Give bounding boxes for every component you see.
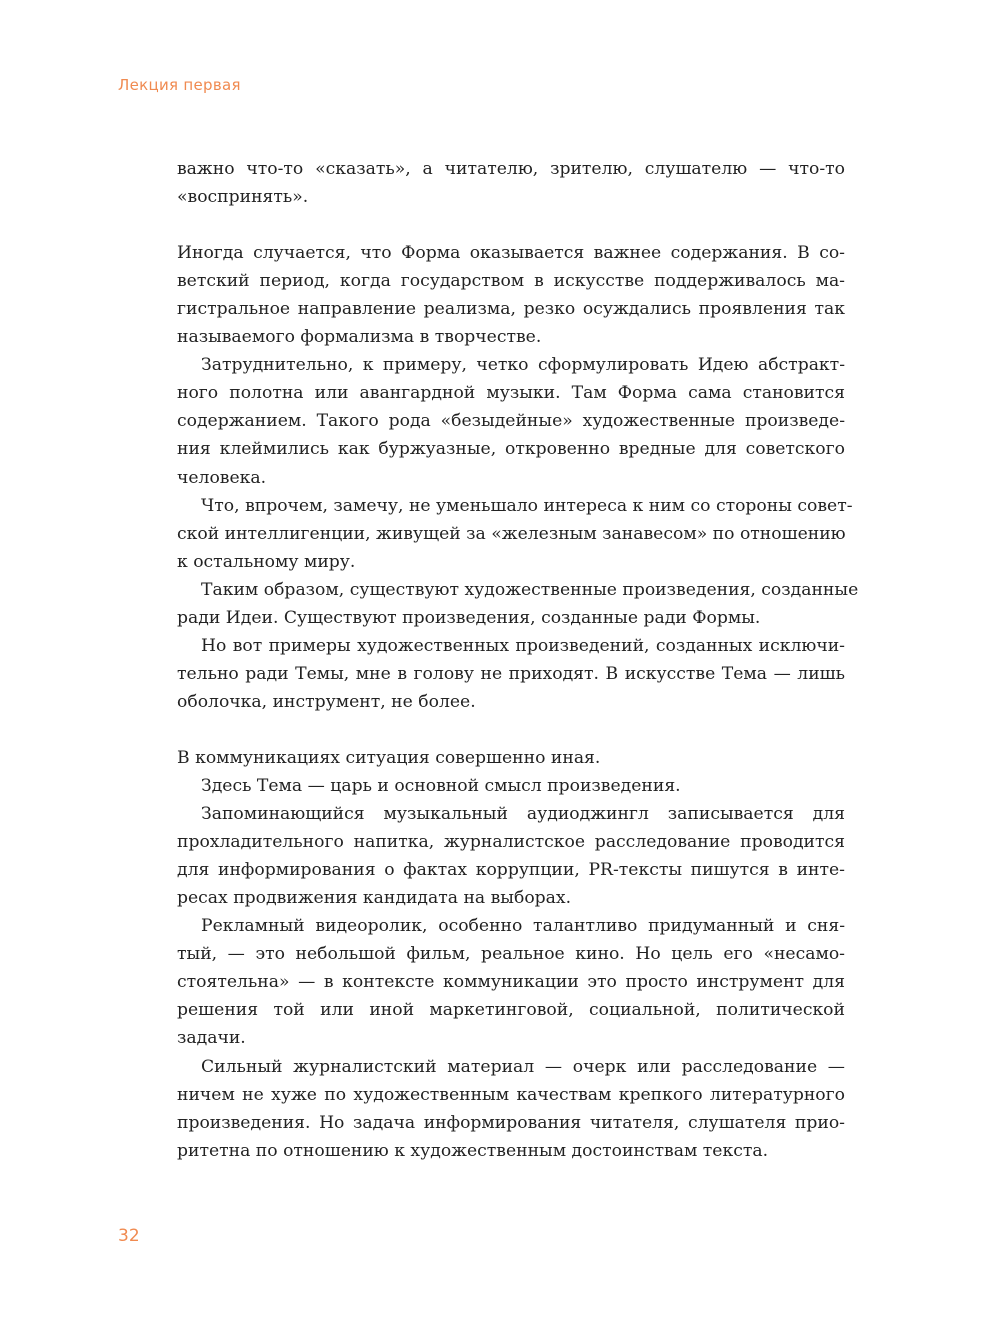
text-line: содержанием. Такого рода «безыдейные» художественные произведе- [177, 411, 845, 432]
text-line: ветский период, когда государством в искусстве поддерживалось ма- [177, 271, 845, 292]
paragraph [177, 912, 845, 1052]
text-line: тельно ради Темы, мне в голову не приходят. В искусстве Тема — лишь [177, 663, 845, 684]
text-line: Затруднительно, к примеру, четко сформулировать Идею абстракт- [201, 355, 845, 376]
text-line: Но вот примеры художественных произведений, созданных исключи- [201, 635, 845, 656]
paragraph [177, 576, 859, 632]
text-line: В коммуникациях ситуация совершенно иная. [177, 747, 601, 768]
text-line: ской интеллигенции, живущей за «железным занавесом» по отношению [177, 523, 846, 544]
text-line: прохладительного напитка, журналистское расследование проводится [177, 832, 845, 853]
paragraph [177, 492, 853, 576]
paragraph [177, 155, 845, 211]
text-line: тый, — это небольшой фильм, реальное кино. Но цель его «несамо- [177, 944, 845, 965]
text-line: важно что-то «сказать», а читателю, зрителю, слушателю — что-то [177, 159, 845, 179]
text-line: Таким образом, существуют художественные произведения, созданные [201, 579, 859, 600]
text-line: Здесь Тема — царь и основной смысл произведения. [201, 776, 681, 797]
text-line: человека. [177, 467, 267, 488]
text-line: оболочка, инструмент, не более. [177, 691, 476, 712]
text-line: Рекламный видеоролик, особенно талантливо придуманный и сня- [201, 916, 845, 937]
paragraph [177, 351, 845, 491]
text-line: к остальному миру. [177, 551, 356, 572]
running-header: Лекция первая [118, 76, 241, 94]
text-line: Сильный журналистский материал — очерк или расследование — [201, 1056, 845, 1077]
text-line: Запоминающийся музыкальный аудиоджингл записывается для [201, 804, 845, 825]
paragraph [177, 800, 845, 912]
paragraph [177, 744, 845, 772]
text-line: ничем не хуже по художественным качествам крепкого литературного [177, 1084, 845, 1105]
text-line: гистральное направление реализма, резко осуждались проявления так [177, 299, 845, 320]
paragraph-gap [177, 211, 845, 239]
paragraph [177, 632, 845, 716]
text-line: ния клеймились как буржуазные, откровенно вредные для советского [177, 439, 845, 460]
text-line: ритетна по отношению к художественным достоинствам текста. [177, 1140, 769, 1161]
paragraph [177, 772, 845, 800]
text-line: ного полотна или авангардной музыки. Там Форма сама становится [177, 383, 845, 404]
text-line: для информирования о фактах коррупции, PR-тексты пишутся в инте- [177, 860, 845, 881]
paragraph-gap [177, 716, 845, 744]
body-text [177, 155, 859, 1165]
text-line: ресах продвижения кандидата на выборах. [177, 888, 572, 909]
text-line: называемого формализма в творчестве. [177, 327, 542, 348]
paragraph [177, 1053, 845, 1165]
paragraph [177, 239, 845, 351]
text-line: стоятельна» — в контексте коммуникации это просто инструмент для [177, 972, 845, 993]
text-line: Иногда случается, что Форма оказывается важнее содержания. В со- [177, 243, 845, 264]
text-line: произведения. Но задача информирования читателя, слушателя прио- [177, 1112, 845, 1133]
text-line: задачи. [177, 1028, 246, 1049]
text-line: «воспринять». [177, 187, 309, 208]
text-line: Что, впрочем, замечу, не уменьшало интереса к ним со стороны совет- [201, 495, 853, 516]
page-number: 32 [118, 1226, 140, 1246]
text-line: решения той или иной маркетинговой, социальной, политической [177, 1000, 845, 1021]
text-line: ради Идеи. Существуют произведения, созданные ради Формы. [177, 607, 761, 628]
